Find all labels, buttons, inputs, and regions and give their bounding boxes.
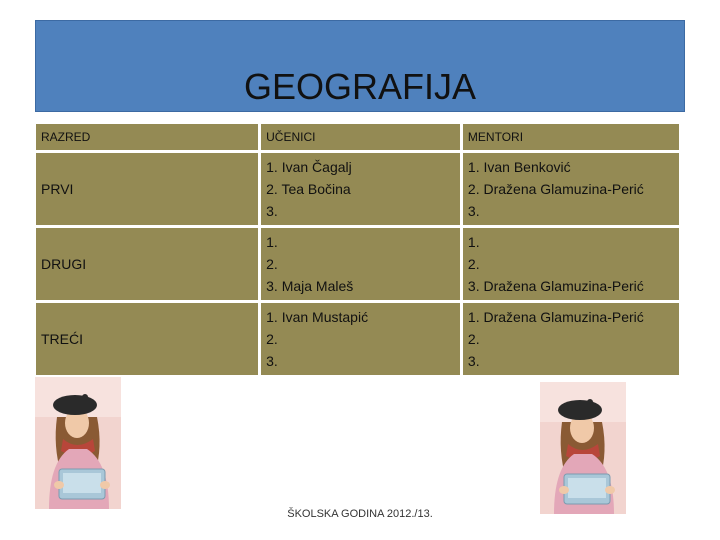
mentor-line: 1. Ivan Benković <box>467 159 571 175</box>
table-row <box>36 228 679 300</box>
header-mentors: MENTORI <box>463 124 679 150</box>
mentor-line: 2. Dražena Glamuzina-Perić <box>467 181 644 197</box>
school-year-footer: ŠKOLSKA GODINA 2012./13. <box>287 508 433 520</box>
header-class: RAZRED <box>36 124 258 150</box>
mentors-cell <box>463 228 679 300</box>
student-photo-left <box>35 377 121 509</box>
mentor-line: 3. <box>467 203 480 219</box>
student-line: 3. Maja Maleš <box>266 278 354 294</box>
student-line: 3. <box>266 353 278 369</box>
table-row <box>36 153 679 225</box>
mentors-table <box>33 121 682 378</box>
mentor-line: 3. <box>467 353 480 369</box>
class-cell: DRUGI <box>36 228 258 300</box>
class-cell: PRVI <box>36 153 258 225</box>
class-cell: TREĆI <box>36 303 258 375</box>
student-line: 1. Ivan Mustapić <box>266 309 369 325</box>
student-line: 2. <box>266 331 278 347</box>
students-cell <box>261 228 460 300</box>
mentors-cell <box>463 303 679 375</box>
student-line: 3. <box>266 203 278 219</box>
student-line: 2. <box>266 256 278 272</box>
students-cell <box>261 303 460 375</box>
mentors-cell <box>463 153 679 225</box>
student-photo-right <box>540 382 626 514</box>
student-line: 1. <box>266 234 278 250</box>
header-students: UČENICI <box>261 124 460 150</box>
mentor-line: 3. Dražena Glamuzina-Perić <box>467 278 644 294</box>
table-row <box>36 303 679 375</box>
student-line: 2. Tea Bočina <box>266 181 351 197</box>
mentor-line: 2. <box>467 256 480 272</box>
page-title: GEOGRAFIJA <box>243 66 477 107</box>
table-header-row <box>36 124 679 150</box>
students-cell <box>261 153 460 225</box>
mentor-line: 1. <box>467 234 480 250</box>
mentor-line: 2. <box>467 331 480 347</box>
mentor-line: 1. Dražena Glamuzina-Perić <box>467 309 644 325</box>
student-line: 1. Ivan Čagalj <box>266 159 352 175</box>
title-bar <box>35 20 685 112</box>
